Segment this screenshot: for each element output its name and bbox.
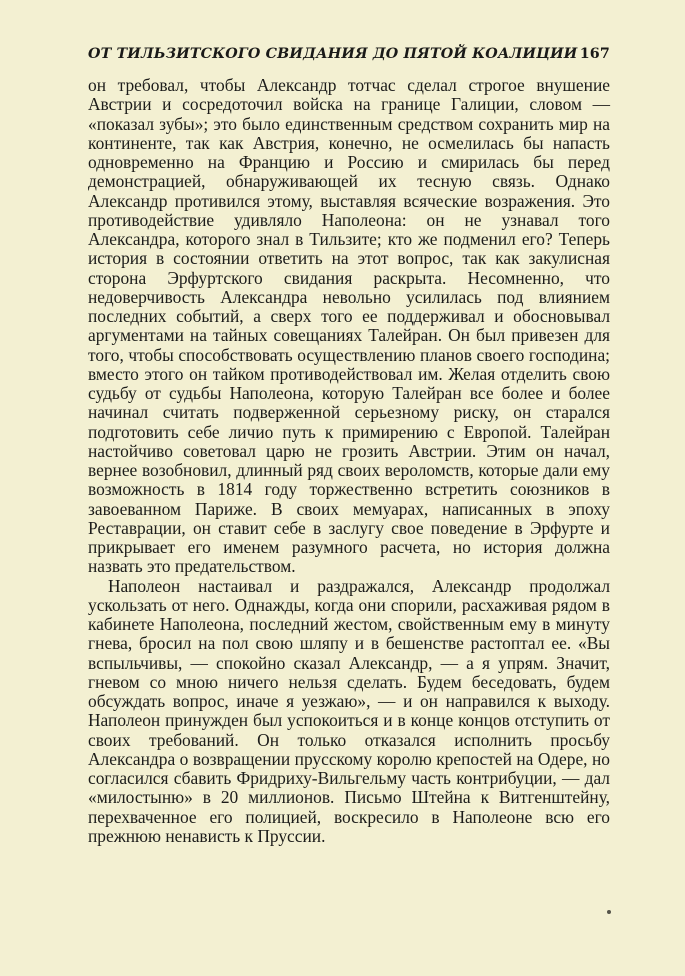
running-title: ОТ ТИЛЬЗИТСКОГО СВИДАНИЯ ДО ПЯТОЙ КОАЛИЦИИ xyxy=(88,46,578,62)
paragraph: Наполеон настаивал и раздражался, Александр продолжал ускользать от него. Однажды, когда они спорили, расхаживая рядом в кабинете Наполеона, последний жестом, свойственным ему в минуту гнева, бросил на пол свою шляпу и в бешенстве растоптал ее. «Вы вспыльчивы, — спокойно сказал Александр, — а я упрям. Значит, гневом со мною ничего нельзя сделать. Будем беседовать, будем обсуждать вопрос, иначе я уезжаю», — и он направился к выходу. Наполеон принужден был успокоиться и в конце концов отступить от своих требований. Он только отказался исполнить просьбу Александра о возвращении прусскому королю крепостей на Одере, но согласился сбавить Фридриху-Вильгельму часть контрибуции, — дал «милостыню» в 20 миллионов. Письмо Штейна к Витгенштейну, перехваченное его полицией, воскресило в Наполеоне всю его прежнюю ненависть к Пруссии. xyxy=(88,575,610,846)
paragraph: он требовал, чтобы Александр тотчас сделал строгое внушение Австрии и сосредоточил войска на границе Галиции, словом — «показал зубы»; это было единственным средством сохранить мир на континенте, так как Австрия, конечно, не осмелилась бы напасть одновременно на Францию и Россию и смирилась бы перед демонстрацией, обнаруживающей их тесную связь. Однако Александр противился этому, выставляя всяческие возражения. Это противодействие удивляло Наполеона: он не узнавал того Александра, которого знал в Тильзите; кто же подменил его? Теперь история в состоянии ответить на этот вопрос, так как закулисная сторона Эрфуртского свидания раскрыта. Несомненно, что недоверчивость Александра невольно усилилась под влиянием последних событий, а сверх того ее поддерживал и обосновывал аргументами на тайных совещаниях Талейран. Он был привезен для того, чтобы способствовать осуществлению планов своего господина; вместо этого он тайком противодействовал им. Желая отделить свою судьбу от судьбы Наполеона, которую Талейран все более и более начинал считать подверженной серьезному риску, он старался подготовить себе личио путь к примирению с Европой. Талейран настойчиво советовал царю не грозить Австрии. Этим он начал, вернее возобновил, длинный ряд своих вероломств, которые дали ему возможность в 1814 году торжественно встретить союзников в завоеванном Париже. В своих мемуарах, написанных в эпоху Реставрации, он ставит себе в заслугу свое поведение в Эрфурте и прикрывает его именем разумного расчета, но история должна назвать это предательством. xyxy=(88,75,610,577)
paper-speck xyxy=(607,910,611,914)
body-text xyxy=(88,76,610,846)
page-number: 167 xyxy=(579,46,610,62)
running-header xyxy=(88,46,610,70)
